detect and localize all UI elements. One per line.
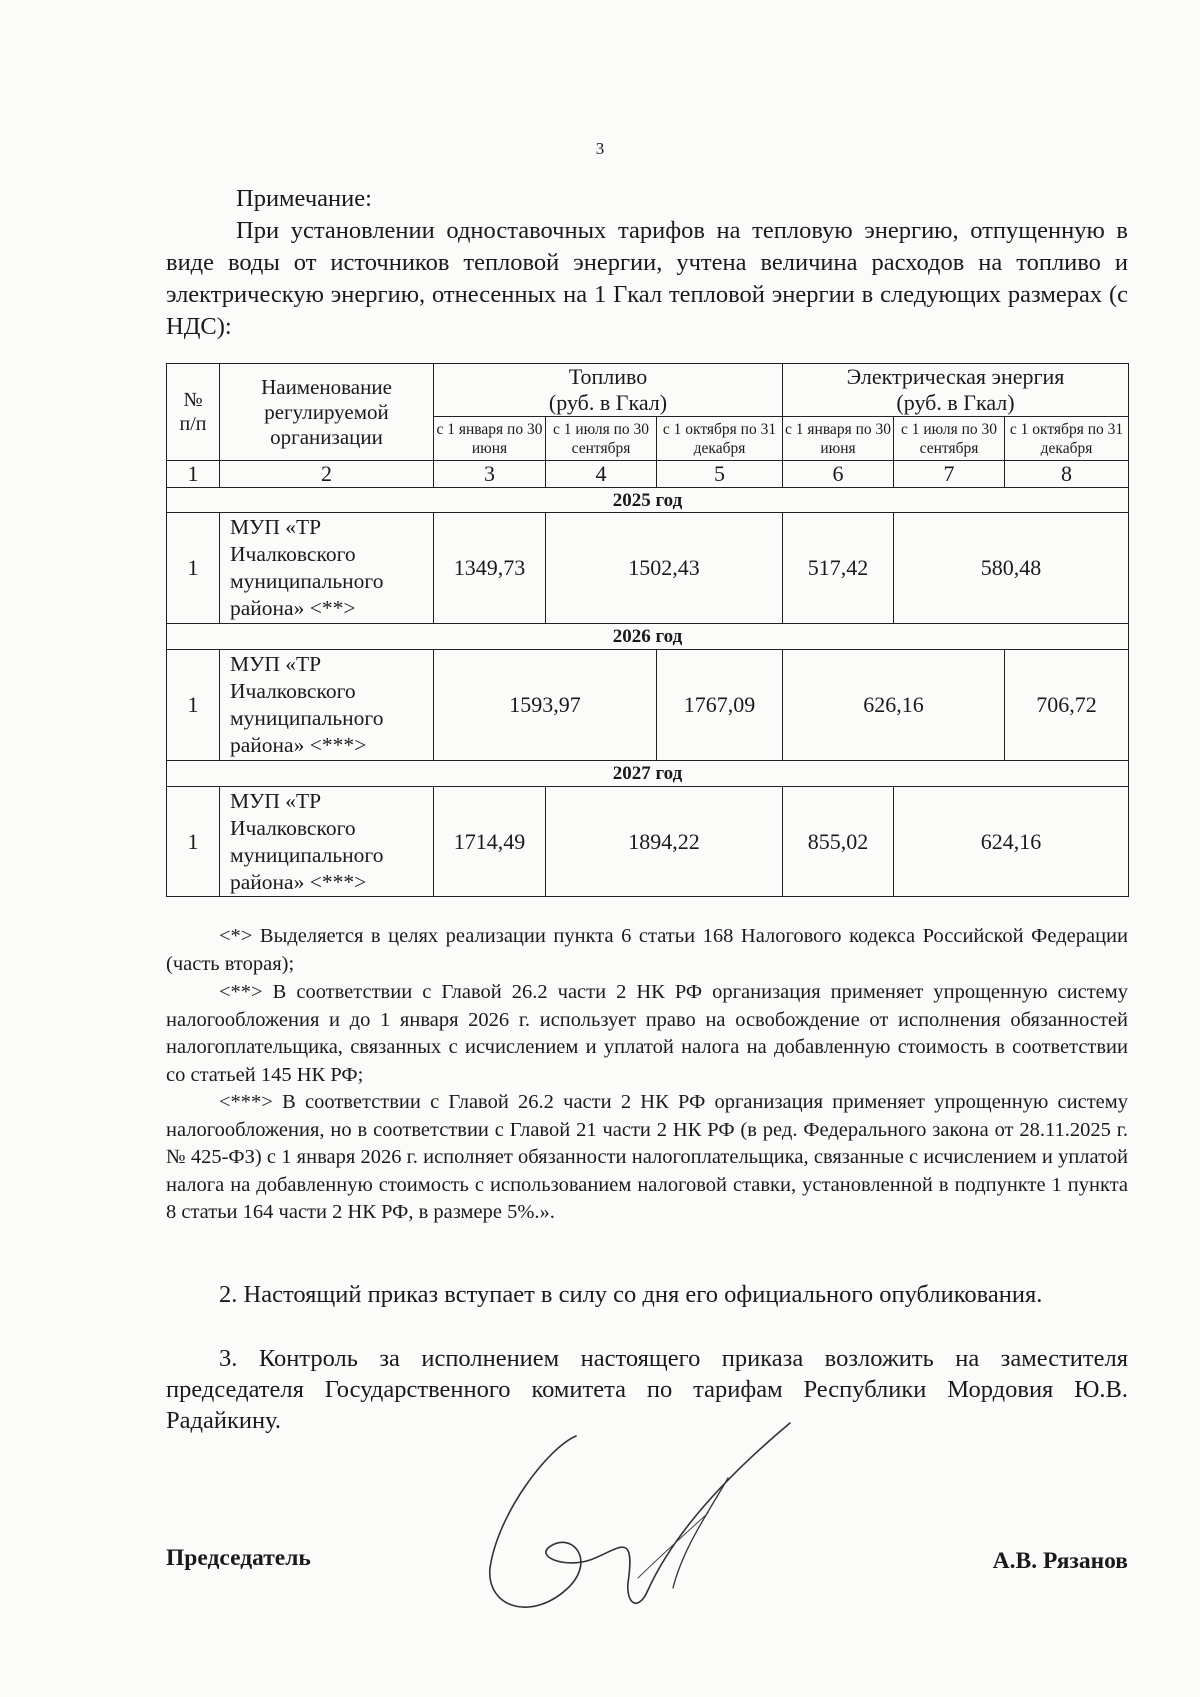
col-number: 1 (167, 461, 220, 488)
note-title: Примечание: (236, 185, 372, 212)
col-number: 5 (657, 461, 783, 488)
col-number: 4 (546, 461, 657, 488)
period-fuel-2: с 1 июля по 30 сентября (546, 417, 657, 461)
col-number: 2 (220, 461, 434, 488)
clause-2: 2. Настоящий приказ вступает в силу со дня его официального опубликования. (219, 1281, 1043, 1308)
elec-value: 624,16 (894, 787, 1129, 897)
elec-value: 855,02 (783, 787, 894, 897)
header-num: № п/п (167, 364, 220, 461)
tariff-table (166, 363, 1129, 897)
row-num: 1 (167, 513, 220, 624)
header-fuel-label: Топливо (568, 364, 648, 389)
footnote-2: <**> В соответствии с Главой 26.2 части 2 НК РФ организация применяет упрощенную систему налогообложения и до 1 января 2026 г. использует право на освобождение от исполнения обязанностей налогоплательщика, связанных с исчислением и уплатой налога на добавленную стоимость в соответствии со статьей 145 НК РФ; (166, 981, 1128, 1086)
header-elec (783, 364, 1129, 417)
header-org: Наименование регулируемой организации (220, 364, 434, 461)
elec-value: 626,16 (783, 650, 1005, 761)
fuel-value: 1593,97 (434, 650, 657, 761)
fuel-value: 1349,73 (434, 513, 546, 624)
org-name: МУП «ТР Ичалковского муниципального района» <**> (220, 513, 434, 624)
year-row-2026: 2026 год (167, 624, 1129, 650)
fuel-value: 1502,43 (546, 513, 783, 624)
period-elec-2: с 1 июля по 30 сентября (894, 417, 1005, 461)
fuel-value: 1894,22 (546, 787, 783, 897)
page-number: 3 (595, 139, 605, 158)
year-row-2027: 2027 год (167, 761, 1129, 787)
fuel-value: 1714,49 (434, 787, 546, 897)
footnote-1: <*> Выделяется в целях реализации пункта 6 статьи 168 Налогового кодекса Российской Федерации (часть вторая); (166, 925, 1128, 975)
header-elec-unit: (руб. в Гкал) (896, 390, 1015, 415)
header-fuel (434, 364, 783, 417)
col-number: 7 (894, 461, 1005, 488)
elec-value: 517,42 (783, 513, 894, 624)
signatory-name: А.В. Рязанов (992, 1548, 1128, 1574)
org-name: МУП «ТР Ичалковского муниципального района» <***> (220, 787, 434, 897)
period-fuel-3: с 1 октября по 31 декабря (657, 417, 783, 461)
year-row-2025: 2025 год (167, 488, 1129, 513)
note-paragraph: При установлении одноставочных тарифов на тепловую энергию, отпущенную в виде воды от источников тепловой энергии, учтена величина расходов на топливо и электрическую энергию, отнесенных на 1 Гкал тепловой энергии в следующих размерах (с НДС): (166, 217, 1128, 340)
header-elec-label: Электрическая энергия (846, 364, 1065, 389)
org-name: МУП «ТР Ичалковского муниципального района» <***> (220, 650, 434, 761)
row-num: 1 (167, 650, 220, 761)
period-elec-1: с 1 января по 30 июня (783, 417, 894, 461)
col-number: 8 (1005, 461, 1129, 488)
fuel-value: 1767,09 (657, 650, 783, 761)
header-fuel-unit: (руб. в Гкал) (548, 390, 668, 415)
period-fuel-1: с 1 января по 30 июня (434, 417, 546, 461)
elec-value: 580,48 (894, 513, 1129, 624)
clause-3: 3. Контроль за исполнением настоящего приказа возложить на заместителя председателя Государственного комитета по тарифам Республики Мордовия Ю.В. Радайкину. (166, 1345, 1128, 1434)
row-num: 1 (167, 787, 220, 897)
period-elec-3: с 1 октября по 31 декабря (1005, 417, 1129, 461)
col-number: 6 (783, 461, 894, 488)
signatory-position: Председатель (166, 1545, 311, 1571)
col-number: 3 (434, 461, 546, 488)
footnote-3: <***> В соответствии с Главой 26.2 части 2 НК РФ организация применяет упрощенную систему налогообложения, но в соответствии с Главой 21 части 2 НК РФ (в ред. Федерального закона от 28.11.2025 г. № 425-ФЗ) с 1 января 2026 г. исполняет обязанности налогоплательщика, связанные с исчислением и уплатой налога на добавленную стоимость с использованием налоговой ставки, установленной в подпункте 1 пункта 8 статьи 164 части 2 НК РФ, в размере 5%.». (166, 1091, 1128, 1223)
elec-value: 706,72 (1005, 650, 1129, 761)
handwritten-signature (478, 1418, 808, 1638)
